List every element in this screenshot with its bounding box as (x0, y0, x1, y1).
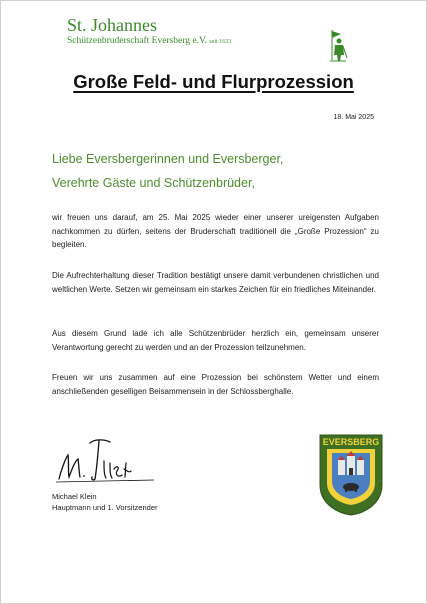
eversberg-coat-of-arms-icon (318, 433, 384, 516)
knight-with-flag-icon (328, 28, 348, 62)
greeting-line-2: Verehrte Gäste und Schützenbrüder, (52, 176, 255, 190)
organization-subtitle-text: Schützenbruderschaft Eversberg e.V. (67, 36, 207, 46)
founding-year: seit 1633 (209, 39, 232, 45)
handwritten-signature (56, 433, 156, 489)
svg-text:EVERSBERG: EVERSBERG (322, 437, 380, 447)
body-paragraph: Aus diesem Grund lade ich alle Schützenbrüder herzlich ein, gemeinsam unserer Verantwortung gerecht zu werden und an der Prozession teilzunehmen. (52, 329, 379, 352)
letterhead (67, 15, 367, 49)
body-paragraph: Freuen wir uns zusammen auf eine Prozession bei schönstem Wetter und einem anschließenden geselligen Beisammensein in der Schlossberghalle. (52, 373, 379, 396)
body-paragraph: Die Aufrechterhaltung dieser Tradition bestätigt unsere damit verbundenen christlichen und weltlichen Werte. Setzen wir gemeinsam ein starkes Zeichen für ein friedliches Miteinander. (52, 271, 379, 294)
greeting-line-1: Liebe Eversbergerinnen und Eversberger, (52, 152, 284, 166)
letter-date: 18. Mai 2025 (333, 114, 374, 121)
signer-role: Hauptmann und 1. Vorsitzender (52, 503, 158, 512)
organization-name: St. Johannes (67, 15, 157, 35)
signer-name: Michael Klein (52, 492, 97, 501)
body-paragraph: wir freuen uns darauf, am 25. Mai 2025 wieder einer unserer ureigensten Aufgaben nachkommen zu dürfen, seitens der Bruderschaft traditionell die „Große Prozession“ zu begleiten. (52, 213, 379, 249)
letter-title: Große Feld- und Flurprozession (73, 71, 354, 92)
organization-subtitle (67, 36, 231, 48)
